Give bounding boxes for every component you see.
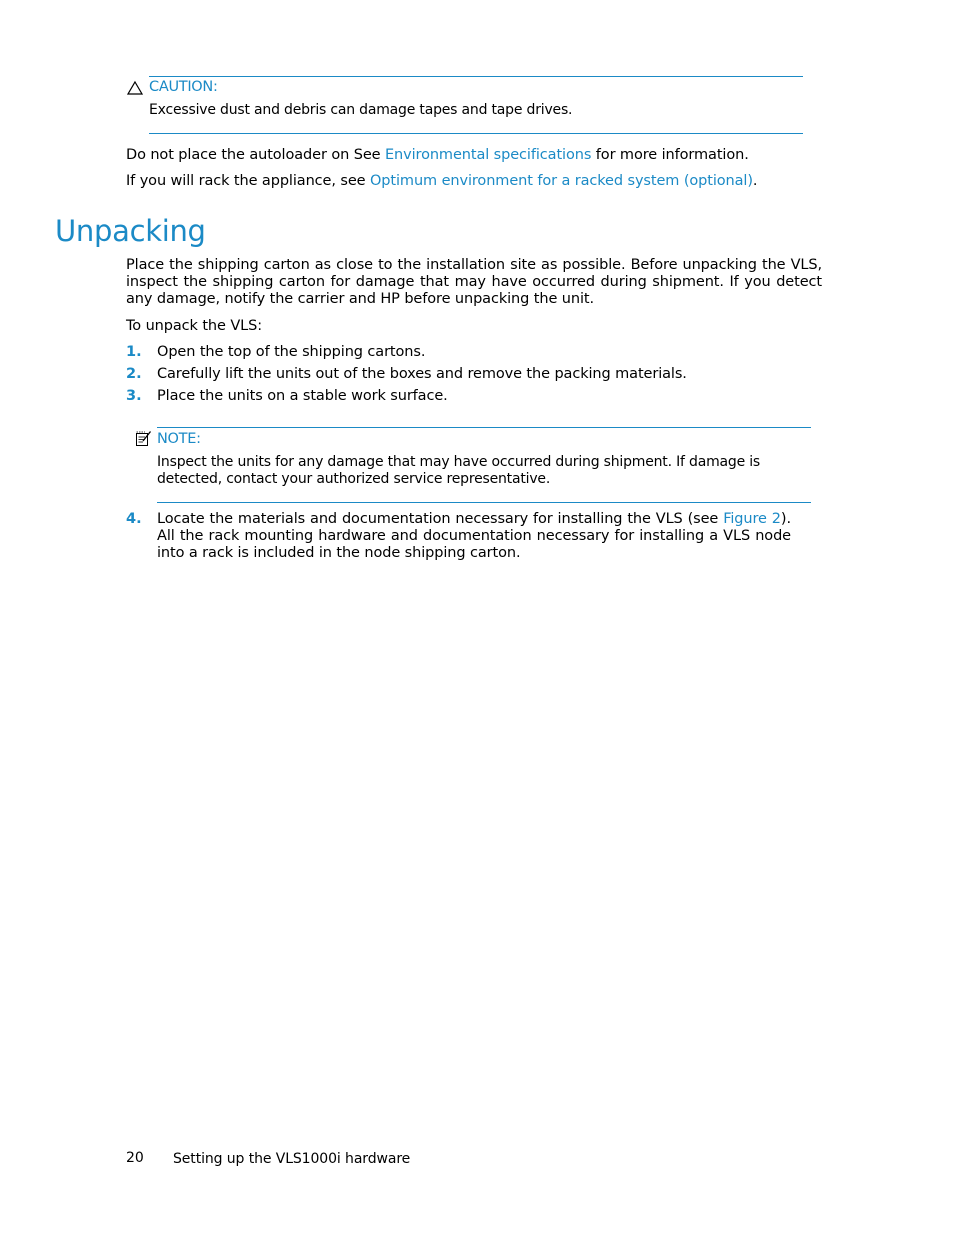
step-3-number: 3. — [126, 388, 142, 404]
intro-line-2-after: . — [752, 173, 758, 189]
optimum-environment-link[interactable]: Optimum environment for a racked system (optional) — [369, 173, 753, 189]
note-text: Inspect the units for any damage that may have occurred during shipment. If damage is detected, contact your authorized service representative. — [157, 454, 761, 487]
warning-triangle-icon — [127, 80, 143, 96]
step-2-text: Carefully lift the units out of the boxes and remove the packing materials. — [157, 366, 687, 382]
caution-title: CAUTION: — [149, 79, 218, 95]
section-heading: Unpacking — [55, 214, 206, 248]
intro-line-1 — [126, 147, 749, 164]
caution-bottom-rule — [149, 133, 803, 134]
note-bottom-rule — [157, 502, 811, 503]
intro-line-2-before: If you will rack the appliance, see — [126, 173, 370, 189]
figure-2-link[interactable]: Figure 2 — [723, 511, 781, 527]
footer-chapter-title: Setting up the VLS1000i hardware — [173, 1151, 411, 1167]
note-title: NOTE: — [157, 431, 201, 447]
step-4-number: 4. — [126, 511, 142, 527]
footer-page-number: 20 — [126, 1150, 144, 1166]
intro-line-2 — [126, 173, 757, 190]
step-4-text — [157, 511, 791, 562]
step-4-after: ). All the rack mounting hardware and documentation necessary for installing a VLS node into a rack is included in the node shipping carton. — [157, 511, 791, 561]
step-2-number: 2. — [126, 366, 142, 382]
intro-line-1-after: for more information. — [591, 147, 749, 163]
caution-top-rule — [149, 76, 803, 77]
step-4-before: Locate the materials and documentation necessary for installing the VLS (see — [157, 511, 724, 527]
step-3-text: Place the units on a stable work surface. — [157, 388, 448, 404]
environmental-specifications-link[interactable]: Environmental specifications — [384, 147, 592, 163]
intro-line-1-before: Do not place the autoloader on See — [126, 147, 385, 163]
section-lead-in: To unpack the VLS: — [126, 318, 263, 334]
note-top-rule — [157, 427, 811, 428]
caution-text: Excessive dust and debris can damage tapes and tape drives. — [149, 102, 573, 118]
section-paragraph: Place the shipping carton as close to the installation site as possible. Before unpacking the VLS, inspect the shipping carton for damage that may have occurred during shipment. If you detect any damage, notify the carrier and HP before unpacking the unit. — [126, 257, 822, 307]
note-pad-icon — [135, 430, 152, 447]
step-1-text: Open the top of the shipping cartons. — [157, 344, 426, 360]
step-1-number: 1. — [126, 344, 142, 360]
